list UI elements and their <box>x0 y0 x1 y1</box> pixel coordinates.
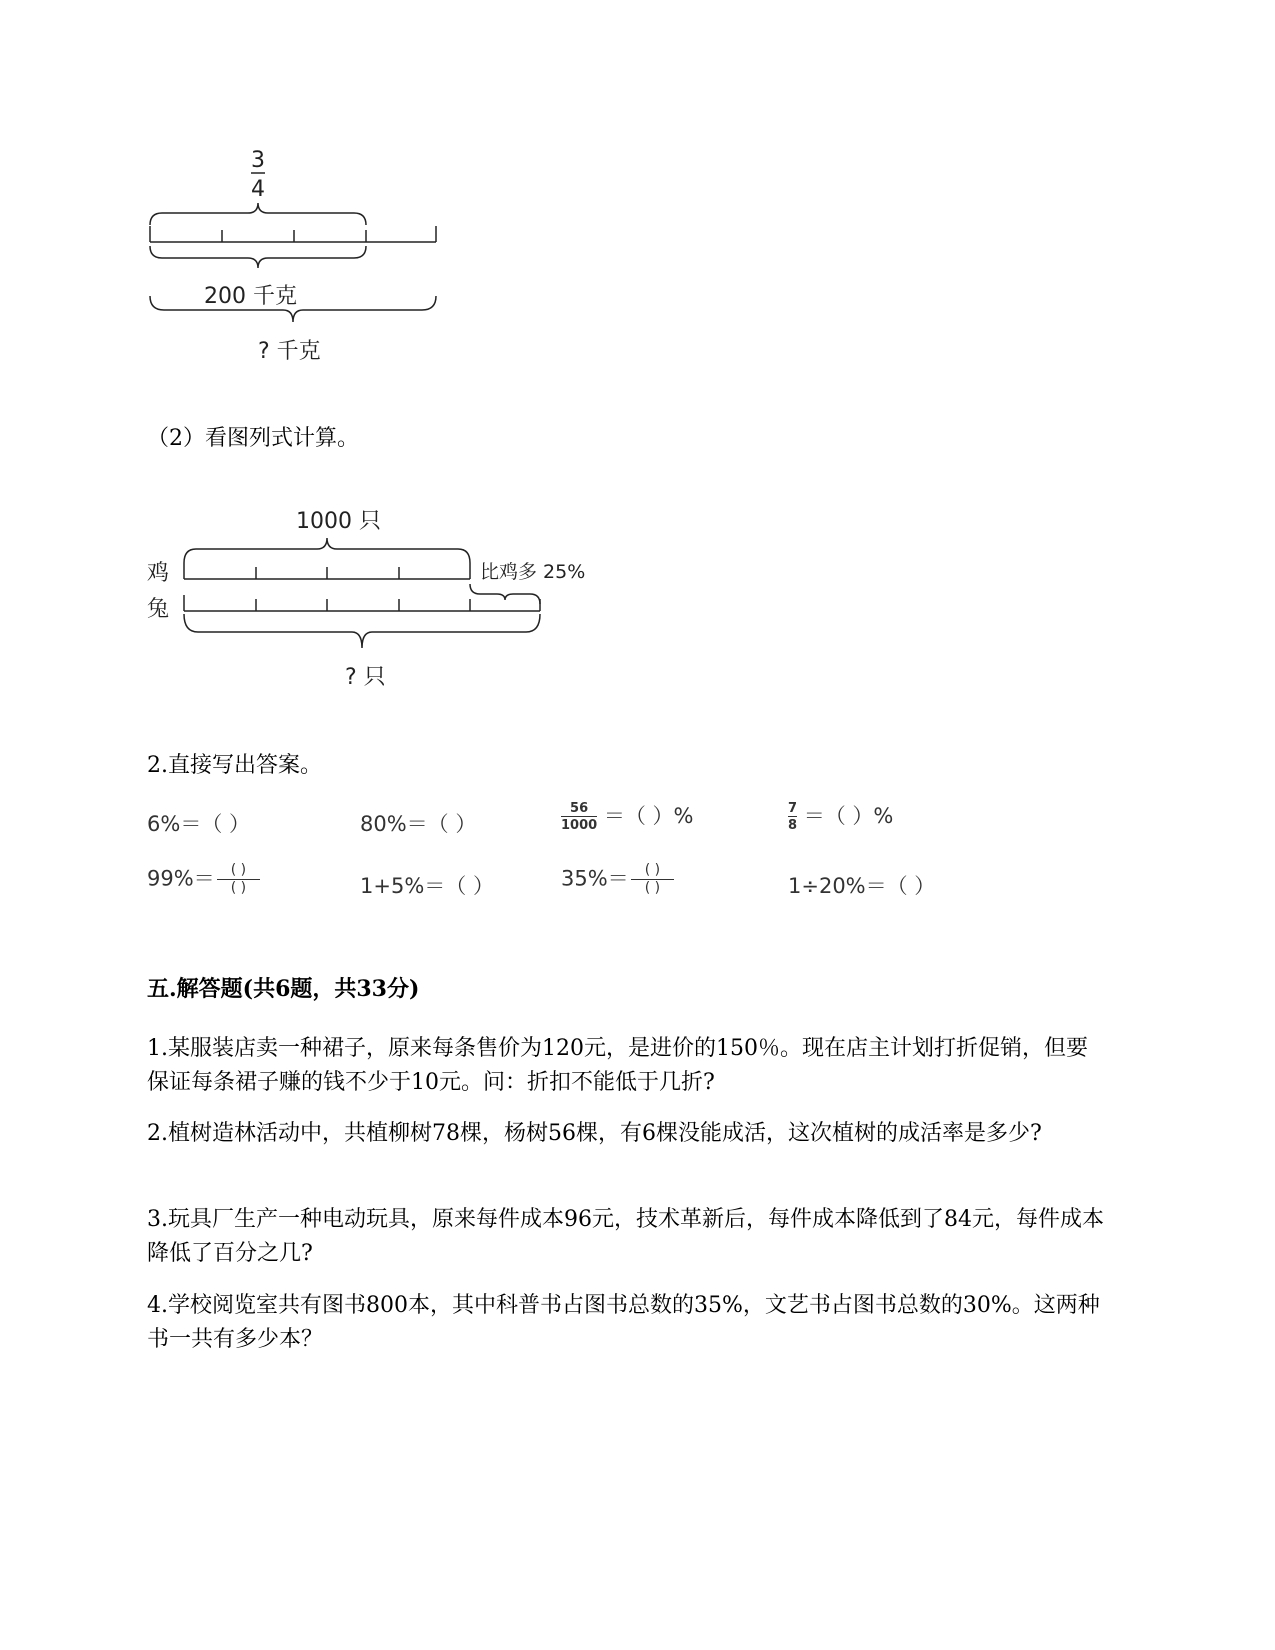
fig2-row-rabbit: 兔 <box>147 597 170 622</box>
q2-item-c <box>561 800 694 833</box>
problem-4: 4.学校阅览室共有图书800本，其中科普书占图书总数的35%，文艺书占图书总数的30%。这两种书一共有多少本？ <box>147 1293 1100 1352</box>
q2-item-g-denominator: ( ) <box>631 879 674 897</box>
q2-item-g-fraction <box>631 862 674 897</box>
q2-item-f: 1+5%＝（ ） <box>360 874 494 898</box>
q2-item-d-fraction <box>788 801 797 833</box>
problem-1: 1.某服装店卖一种裙子，原来每条售价为120元，是进价的150％。现在店主计划打折促销，但要保证每条裙子赚的钱不少于10元。问：折扣不能低于几折? <box>147 1036 1088 1095</box>
problem-2: 2.植树造林活动中，共植柳树78棵，杨树56棵，有6棵没能成活，这次植树的成活率是多少? <box>147 1121 1042 1146</box>
q2-item-g-lead: 35%＝ <box>561 866 629 891</box>
fig2-more-brace <box>470 584 540 604</box>
problem-3: 3.玩具厂生产一种电动玩具，原来每件成本96元，技术革新后，每件成本降低到了84元，每件成本降低了百分之几? <box>147 1207 1104 1266</box>
q2-item-c-numerator: 56 <box>570 801 589 816</box>
fig2-label-total: ? 只 <box>345 665 386 690</box>
q2-item-e <box>147 862 260 897</box>
q2-item-d-denominator: 8 <box>788 818 798 833</box>
section-2-label: （2）看图列式计算。 <box>147 426 359 451</box>
q2-item-e-fraction <box>217 862 260 897</box>
fig1-label-200: 200 千克 <box>204 284 297 309</box>
fig2-row-chicken: 鸡 <box>147 561 170 586</box>
q2-item-d <box>788 800 893 833</box>
q2-item-g <box>561 862 674 897</box>
q2-item-e-denominator: ( ) <box>217 879 260 897</box>
q2-item-h: 1÷20%＝（ ） <box>788 874 936 898</box>
fig2-label-more: 比鸡多 25% <box>480 561 586 583</box>
q2-item-c-tail: ＝（ ）% <box>603 804 694 828</box>
section-5-heading: 五.解答题(共6题，共33分) <box>147 976 420 1002</box>
fig2-top-brace <box>184 538 470 563</box>
fig1-fraction-denominator: 4 <box>251 177 265 202</box>
fig2-label-top: 1000 只 <box>296 509 381 534</box>
q2-item-b: 80%＝（ ） <box>360 812 477 836</box>
q2-item-a: 6%＝（ ） <box>147 812 250 836</box>
q2-item-e-lead: 99%＝ <box>147 866 215 891</box>
q2-item-d-numerator: 7 <box>788 801 798 816</box>
q2-item-d-tail: ＝（ ）% <box>803 804 894 828</box>
question-2-title: 2.直接写出答案。 <box>147 753 322 778</box>
q2-item-e-numerator: ( ) <box>230 862 247 878</box>
fig1-fraction-numerator: 3 <box>251 148 265 173</box>
q2-item-c-denominator: 1000 <box>561 818 598 833</box>
q2-item-g-numerator: ( ) <box>644 862 661 878</box>
fig1-label-total: ? 千克 <box>258 339 321 364</box>
fig2-bottom-brace <box>184 614 540 648</box>
q2-item-c-fraction <box>561 801 597 833</box>
